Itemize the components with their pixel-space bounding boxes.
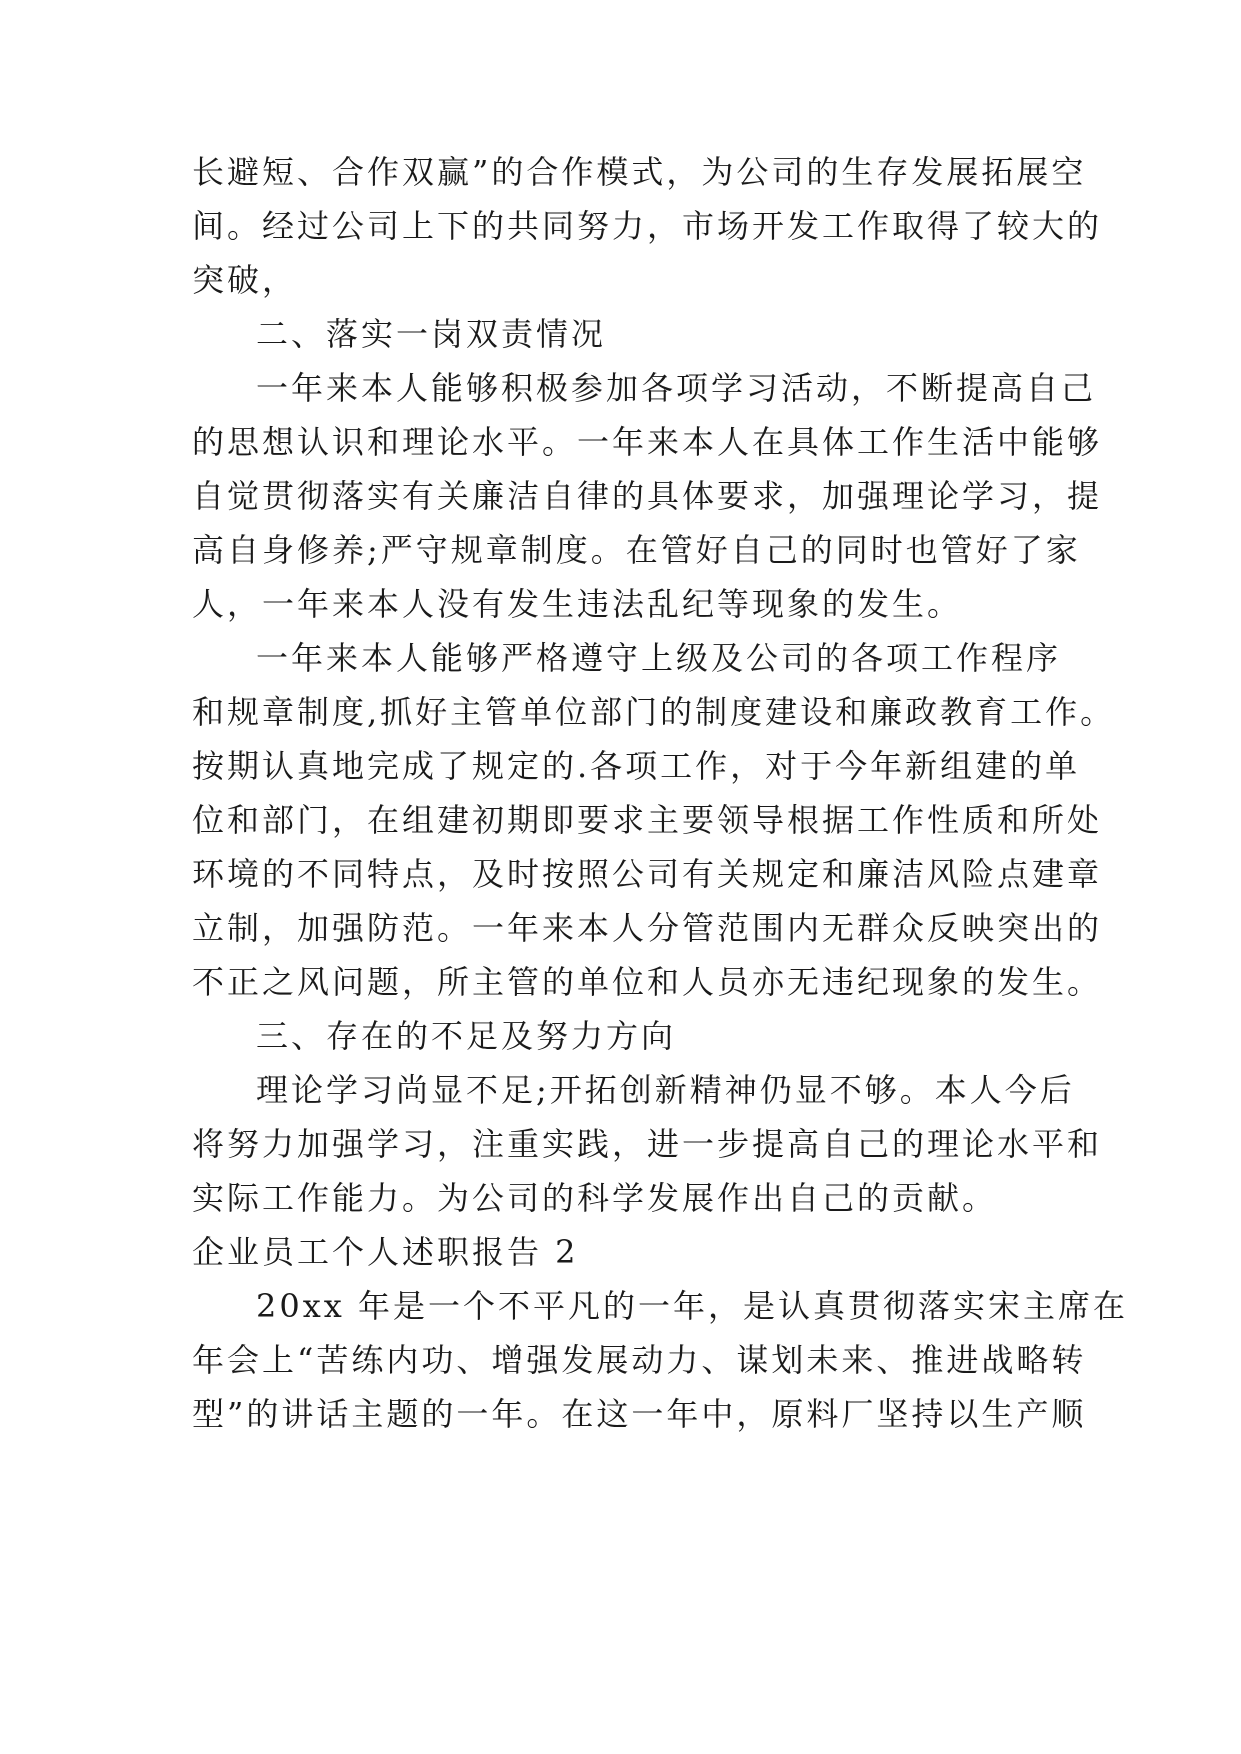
- body-text-line: 间。经过公司上下的共同努力，市场开发工作取得了较大的: [192, 207, 1103, 245]
- section-heading: 三、存在的不足及努力方向: [256, 1017, 677, 1055]
- body-text-line: 高自身修养;严守规章制度。在管好自己的同时也管好了家: [192, 531, 1081, 569]
- body-text-line: 长避短、合作双赢”的合作模式，为公司的生存发展拓展空: [192, 153, 1087, 191]
- body-text-line: 突破，: [192, 261, 298, 299]
- body-text-line: 实际工作能力。为公司的科学发展作出自己的贡献。: [192, 1179, 998, 1217]
- body-text-line: 和规章制度,抓好主管单位部门的制度建设和廉政教育工作。: [192, 693, 1116, 731]
- report-title: 企业员工个人述职报告 2: [192, 1233, 579, 1271]
- body-text-line: 型”的讲话主题的一年。在这一年中，原料厂坚持以生产顺: [192, 1395, 1087, 1433]
- body-text-line: 年会上“苦练内功、增强发展动力、谋划未来、推进战略转: [192, 1341, 1087, 1379]
- body-text-line: 不正之风问题，所主管的单位和人员亦无违纪现象的发生。: [192, 963, 1103, 1001]
- body-text-line: 一年来本人能够严格遵守上级及公司的各项工作程序: [256, 639, 1062, 677]
- body-text-line: 按期认真地完成了规定的.各项工作，对于今年新组建的单: [192, 747, 1081, 785]
- body-text-line: 一年来本人能够积极参加各项学习活动，不断提高自己: [256, 369, 1097, 407]
- body-text-line: 立制，加强防范。一年来本人分管范围内无群众反映突出的: [192, 909, 1103, 947]
- body-text-line: 20xx 年是一个不平凡的一年，是认真贯彻落实宋主席在: [256, 1287, 1128, 1325]
- body-text-line: 位和部门，在组建初期即要求主要领导根据工作性质和所处: [192, 801, 1103, 839]
- body-text-line: 理论学习尚显不足;开拓创新精神仍显不够。本人今后: [256, 1071, 1075, 1109]
- body-text-line: 的思想认识和理论水平。一年来本人在具体工作生活中能够: [192, 423, 1103, 461]
- section-heading: 二、落实一岗双责情况: [256, 315, 607, 353]
- body-text-line: 人，一年来本人没有发生违法乱纪等现象的发生。: [192, 585, 963, 623]
- body-text-line: 将努力加强学习，注重实践，进一步提高自己的理论水平和: [192, 1125, 1103, 1163]
- body-text-line: 自觉贯彻落实有关廉洁自律的具体要求，加强理论学习，提: [192, 477, 1103, 515]
- body-text-line: 环境的不同特点，及时按照公司有关规定和廉洁风险点建章: [192, 855, 1103, 893]
